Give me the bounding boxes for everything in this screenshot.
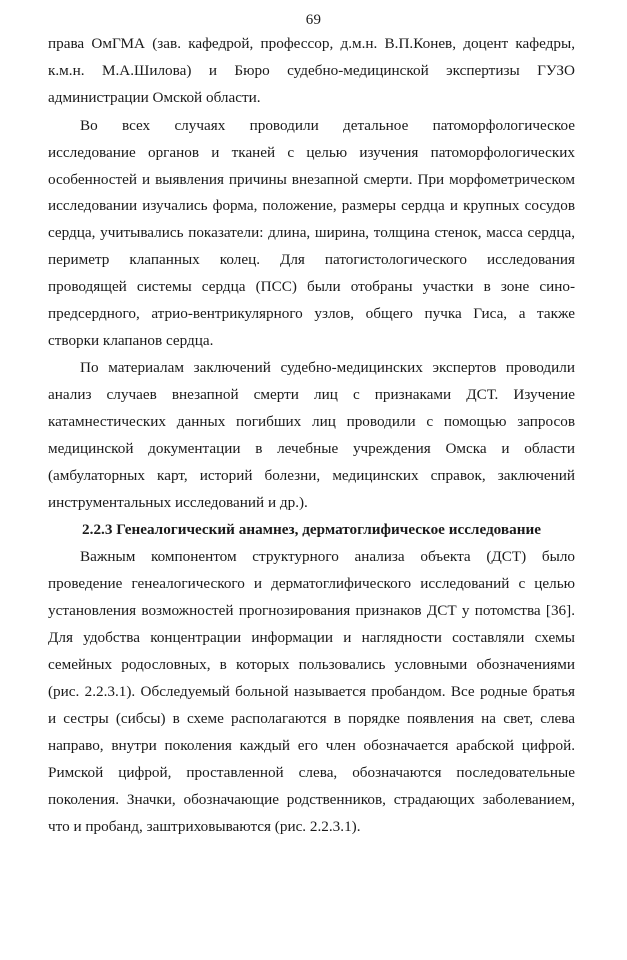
text-line: и сестры (сибсы) в схеме располагаются в порядке появления на свет, слева [48,710,575,727]
text-line: створки клапанов сердца. [48,332,214,349]
text-line: Для удобства концентрации информации и наглядности составляли схемы [48,629,575,646]
text-line: что и пробанд, заштриховываются (рис. 2.2.3.1). [48,818,361,835]
text-line: медицинской документации в лечебные учреждения Омска и области [48,440,575,457]
text-line: Важным компонентом структурного анализа объекта (ДСТ) было [80,548,575,565]
text-line: периметр клапанных колец. Для патогистологического исследования [48,251,575,268]
text-line: к.м.н. М.А.Шилова) и Бюро судебно-медицинской экспертизы ГУЗО [48,62,575,79]
text-line: проведение генеалогического и дерматоглифического исследований с целью [48,575,575,592]
text-line: (рис. 2.2.3.1). Обследуемый больной называется пробандом. Все родные братья [48,683,575,700]
text-line: предсердного, атрио-вентрикулярного узлов, общего пучка Гиса, а также [48,305,575,322]
text-line: анализ случаев внезапной смерти лиц с признаками ДСТ. Изучение [48,386,575,403]
text-line: исследовании изучались форма, положение, размеры сердца и крупных сосудов [48,197,575,214]
text-line: администрации Омской области. [48,89,261,106]
text-line: катамнестических данных погибших лиц проводили с помощью запросов [48,413,575,430]
text-line: исследование органов и тканей с целью изучения патоморфологических [48,144,575,161]
text-line: поколения. Значки, обозначающие родственников, страдающих заболеванием, [48,791,575,808]
text-line: (амбулаторных карт, историй болезни, медицинских справок, заключений [48,467,575,484]
text-line: права ОмГМА (зав. кафедрой, профессор, д.м.н. В.П.Конев, доцент кафедры, [48,35,575,52]
text-line: установления возможностей прогнозирования признаков ДСТ у потомства [36]. [48,602,575,619]
page-number: 69 [305,12,322,28]
text-line: особенностей и выявления причины внезапной смерти. При морфометрическом [48,171,575,188]
text-line: сердца, учитывались показатели: длина, ширина, толщина стенок, масса сердца, [48,224,575,241]
text-line: проводящей системы сердца (ПСС) были отобраны участки в зоне сино- [48,278,575,295]
text-line: Во всех случаях проводили детальное патоморфологическое [80,117,575,134]
text-line: По материалам заключений судебно-медицинских экспертов проводили [80,359,575,376]
text-line: направо, внутри поколения каждый его член обозначается арабской цифрой. [48,737,575,754]
text-line: Римской цифрой, проставленной слева, обозначаются последовательные [48,764,575,781]
section-heading: 2.2.3 Генеалогический анамнез, дерматоглифическое исследование [82,521,541,538]
text-line: инструментальных исследований и др.). [48,494,308,511]
text-line: семейных родословных, в которых пользовались условными обозначениями [48,656,575,673]
